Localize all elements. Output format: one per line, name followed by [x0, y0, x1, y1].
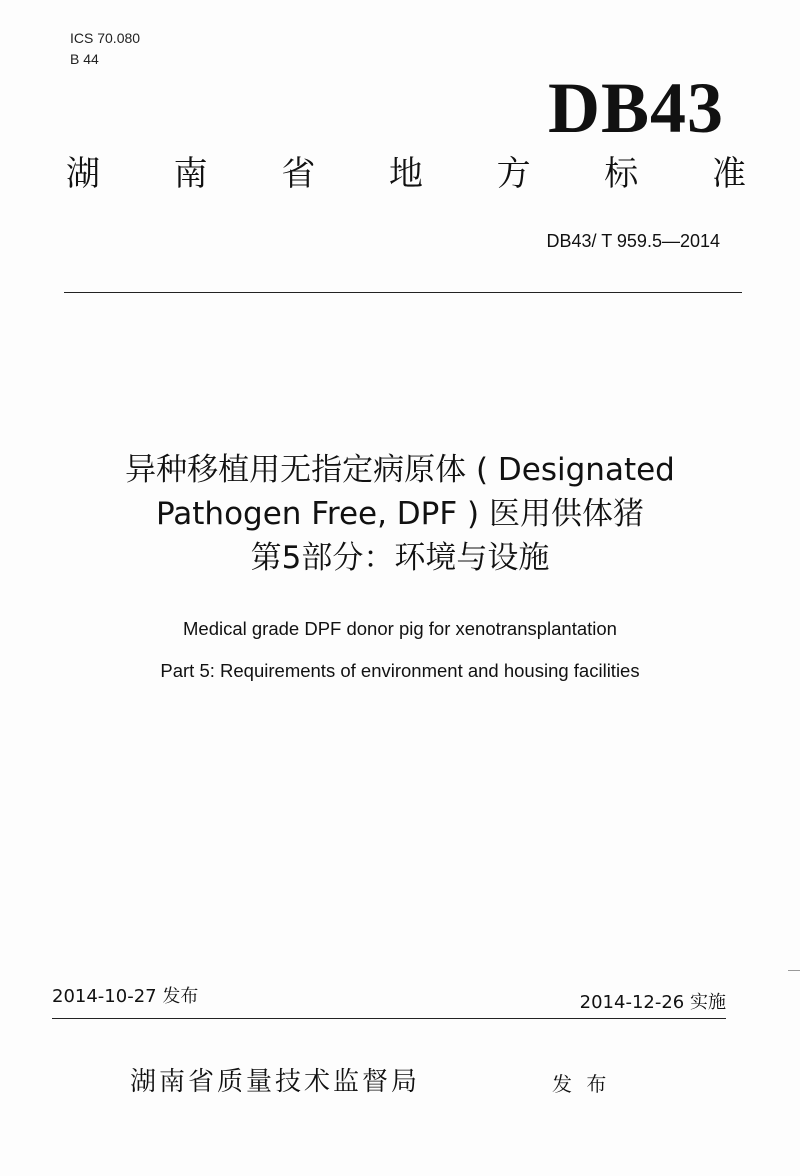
standard-number: DB43/ T 959.5—2014: [546, 231, 720, 251]
chinese-title-line: 第5部分：环境与设施: [250, 540, 550, 576]
standard-type-char: 地: [388, 154, 423, 194]
english-title: [60, 608, 740, 692]
standard-code-logo: DB43: [547, 68, 724, 148]
standard-type-char: 南: [173, 154, 208, 194]
standard-type-char: 湖: [66, 154, 100, 194]
standard-type-char: 方: [496, 154, 531, 194]
standard-type-char: 标: [604, 154, 639, 194]
footer-divider: [52, 1018, 726, 1019]
standard-type-heading: [66, 150, 746, 198]
standard-type-char: 准: [711, 154, 746, 194]
header-divider: [64, 292, 742, 293]
implementation-date: 2014-12-26 实施: [579, 992, 726, 1013]
ics-code: ICS 70.080: [70, 30, 141, 46]
english-title-line: Medical grade DPF donor pig for xenotransplantation: [183, 618, 617, 639]
publisher-name: 湖南省质量技术监督局: [130, 1067, 421, 1097]
standard-type-char: 省: [281, 154, 316, 194]
english-title-line: Part 5: Requirements of environment and housing facilities: [160, 660, 640, 681]
scan-edge-mark: [788, 970, 800, 971]
issue-date: 2014-10-27 发布: [52, 986, 199, 1007]
chinese-title: [60, 448, 740, 580]
classification-codes: [70, 28, 140, 70]
chinese-title-line: Pathogen Free, DPF ) 医用供体猪: [155, 496, 644, 532]
chinese-title-line: 异种移植用无指定病原体 ( Designated: [125, 452, 675, 488]
ccs-code: B 44: [70, 51, 99, 67]
publish-label: 发 布: [552, 1072, 611, 1096]
